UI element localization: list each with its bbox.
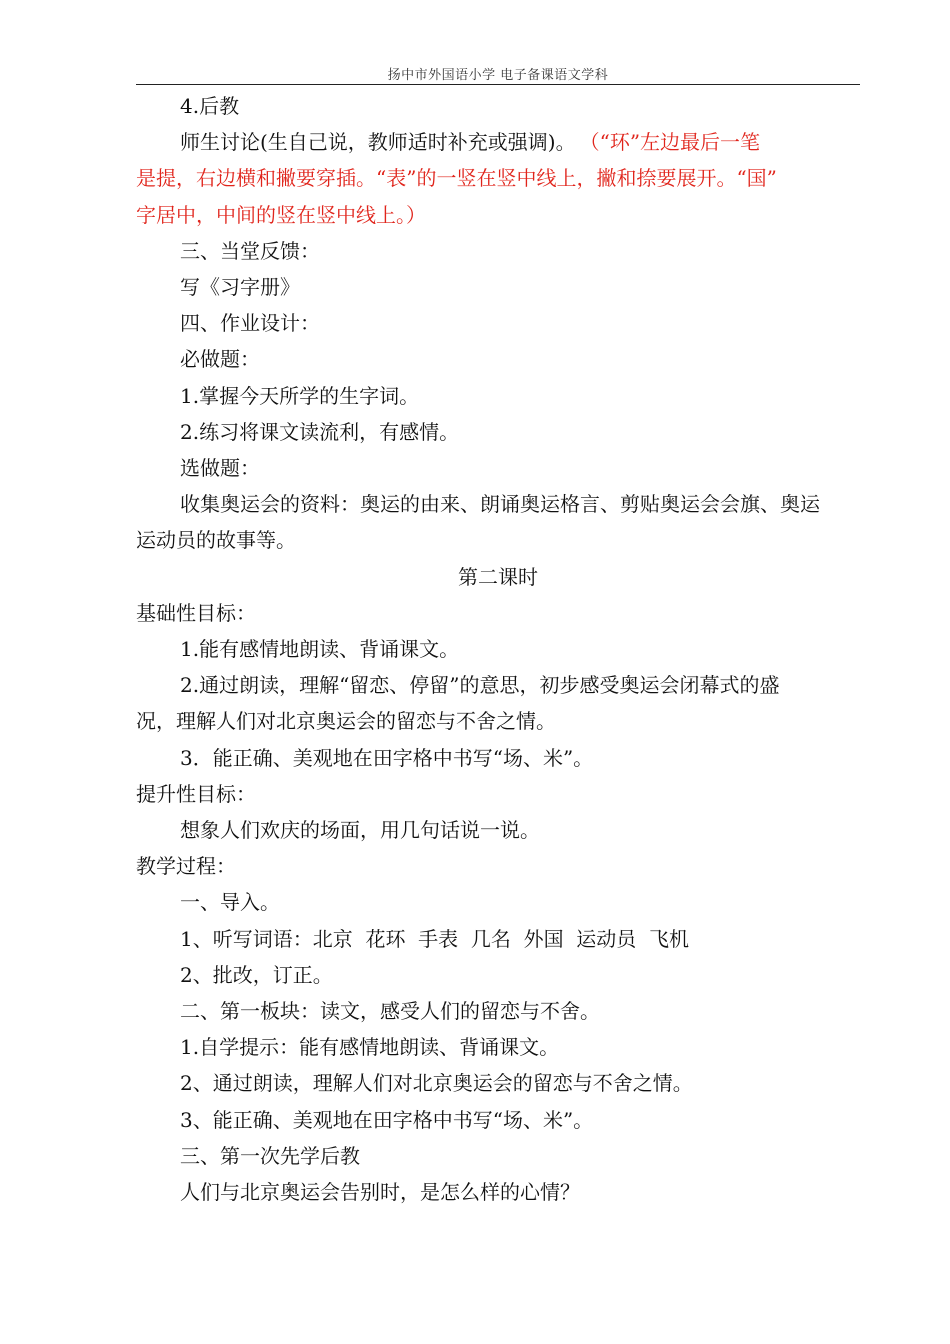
discussion-text: 师生讨论(生自己说，教师适时补充或强调)。	[180, 130, 576, 155]
step-2-item-1: 1.自学提示：能有感情地朗读、背诵课文。	[180, 1035, 560, 1060]
goal-3: 3．能正确、美观地在田字格中书写“场、米”。	[180, 745, 594, 770]
header-text: 扬中市外国语小学 电子备课语文学科	[387, 68, 609, 83]
step-3-question: 人们与北京奥运会告别时，是怎么样的心情？	[180, 1180, 580, 1205]
optional-item-line-1: 收集奥运会的资料：奥运的由来、朗诵奥运格言、剪贴奥运会会旗、奥运	[180, 492, 820, 517]
advanced-goal-1: 想象人们欢庆的场面，用几句话说一说。	[180, 818, 540, 843]
step-3-heading: 三、第一次先学后教	[180, 1143, 360, 1168]
homework-heading: 四、作业设计：	[180, 311, 320, 336]
step-4-heading: 4.后教	[180, 94, 240, 118]
step-1-correction: 2、批改，订正。	[180, 962, 333, 987]
feedback-item: 写《习字册》	[180, 275, 300, 300]
process-heading: 教学过程：	[136, 854, 236, 879]
writing-note-red-2: 是提，右边横和撇要穿插。“表”的一竖在竖中线上，撇和捺要展开。“国”	[136, 166, 777, 191]
goal-1: 1.能有感情地朗读、背诵课文。	[180, 637, 460, 662]
document-body	[136, 88, 860, 1210]
step-2-item-2: 2、通过朗读，理解人们对北京奥运会的留恋与不舍之情。	[180, 1071, 693, 1096]
goal-2-line-1: 2.通过朗读，理解“留恋、停留”的意思，初步感受奥运会闭幕式的盛	[180, 673, 780, 698]
step-1-dictation: 1、听写词语：北京 花环 手表 几名 外国 运动员 飞机	[180, 926, 690, 951]
lesson-2-title: 第二课时	[458, 564, 538, 589]
step-1-heading: 一、导入。	[180, 890, 280, 915]
optional-item-line-2: 运动员的故事等。	[136, 528, 296, 553]
advanced-goal-heading: 提升性目标：	[136, 781, 256, 806]
writing-note-red-3: 字居中，中间的竖在竖中线上。）	[136, 202, 426, 227]
feedback-heading: 三、当堂反馈：	[180, 238, 320, 263]
page-header	[136, 62, 860, 85]
required-item-1: 1.掌握今天所学的生字词。	[180, 383, 420, 408]
writing-note-red-1: （“环”左边最后一笔	[589, 130, 761, 155]
required-item-2: 2.练习将课文读流利，有感情。	[180, 419, 460, 444]
basic-goal-heading: 基础性目标：	[136, 600, 256, 625]
step-2-heading: 二、第一板块：读文，感受人们的留恋与不舍。	[180, 999, 600, 1024]
optional-heading: 选做题：	[180, 456, 260, 481]
step-2-item-3: 3、能正确、美观地在田字格中书写“场、米”。	[180, 1107, 594, 1132]
discussion-line-1	[136, 124, 860, 160]
required-heading: 必做题：	[180, 347, 260, 372]
goal-2-line-2: 况，理解人们对北京奥运会的留恋与不舍之情。	[136, 709, 556, 734]
